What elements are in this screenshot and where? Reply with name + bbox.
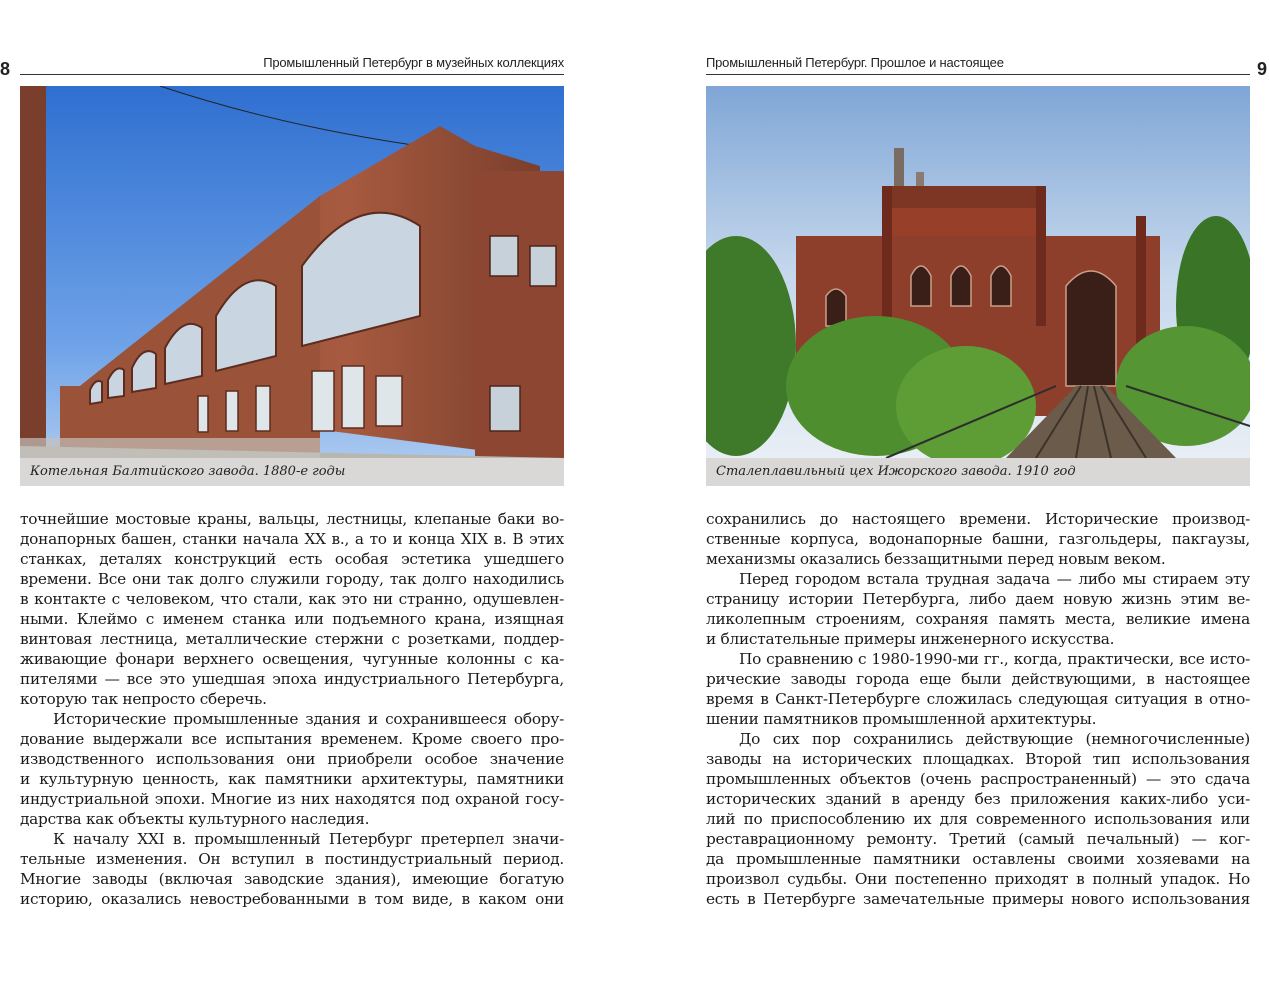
page-number: 8 <box>0 59 11 79</box>
photo-izhora-steel-shop <box>706 86 1250 458</box>
text-line: пителями — все это ушедшая эпоха индустриального Петербурга, <box>20 670 564 688</box>
text-line: механизмы оказались беззащитными перед новым веком. <box>706 550 1166 568</box>
text-line: лий по приспособлению их для современного использования или <box>706 810 1250 828</box>
text-line: произвол судьбы. Они постепенно приходят в полный упадок. Но <box>706 870 1250 888</box>
text-line: тельные изменения. Он вступил в постиндустриальный период. <box>20 850 564 868</box>
left-page <box>0 0 634 993</box>
text-line: заводы на исторических площадках. Второй тип использования <box>706 750 1250 768</box>
text-line: рические заводы города еще были действующими, в настоящее <box>706 670 1250 688</box>
text-line: дование выдержали все испытания временем. Кроме своего про- <box>20 730 564 748</box>
text-line: Перед городом встала трудная задача — либо мы стираем эту <box>739 570 1250 588</box>
page-number: 9 <box>1256 59 1267 79</box>
text-line: Исторические промышленные здания и сохранившееся обору- <box>53 710 564 728</box>
header-rule <box>706 74 1250 75</box>
text-line: точнейшие мостовые краны, вальцы, лестницы, клепаные баки во- <box>20 510 564 528</box>
body-text <box>20 509 564 909</box>
text-line: шении памятников промышленной архитектуры. <box>706 710 1097 728</box>
text-line: времени. Все они так долго служили городу, так долго находились <box>20 570 564 588</box>
photo-caption: Котельная Балтийского завода. 1880-е годы <box>20 458 564 486</box>
text-line: да промышленные памятники оставлены своими хозяевами на <box>706 850 1250 868</box>
text-line: реставрационному ремонту. Третий (самый печальный) — ког- <box>706 830 1250 848</box>
text-line: До сих пор сохранились действующие (немногочисленные) <box>739 730 1250 748</box>
text-line: и культурную ценность, как памятники архитектуры, памятники <box>20 770 564 788</box>
text-line: По сравнению с 1980-1990-ми гг., когда, практически, все исто- <box>739 650 1250 668</box>
text-line: в контакте с человеком, что стали, как это ни странно, одушевлен- <box>20 590 564 608</box>
text-line: промышленных объектов (очень распространенный) — это сдача <box>706 770 1250 788</box>
text-line: К началу XXI в. промышленный Петербург претерпел значи- <box>53 830 564 848</box>
text-line: станках, деталях конструкций есть особая эстетика ушедшего <box>20 550 564 568</box>
text-line: дарства как объекты культурного наследия. <box>20 810 370 828</box>
text-line: индустриальной эпохи. Многие из них находятся под охраной госу- <box>20 790 564 808</box>
text-line: исторических зданий в аренду без приложения каких-либо уси- <box>706 790 1250 808</box>
body-text <box>706 509 1250 909</box>
text-line: винтовая лестница, металлические стержни с розетками, поддер- <box>20 630 564 648</box>
right-page <box>634 0 1269 993</box>
text-line: Многие заводы (включая заводские здания), имеющие богатую <box>20 870 564 888</box>
text-line: ственные корпуса, водонапорные башни, газгольдеры, пакгаузы, <box>706 530 1250 548</box>
text-line: которую так непросто сберечь. <box>20 690 267 708</box>
running-head: Промышленный Петербург в музейных коллекциях <box>263 55 564 70</box>
text-line: и блистательные примеры инженерного искусства. <box>706 630 1115 648</box>
text-line: страницу истории Петербурга, либо даем новую жизнь этим ве- <box>706 590 1250 608</box>
photo-caption: Сталеплавильный цех Ижорского завода. 1910 год <box>706 458 1250 486</box>
text-line: изводственного использования они приобрели особое значение <box>20 750 564 768</box>
text-line: сохранились до настоящего времени. Исторические производ- <box>706 510 1250 528</box>
header-rule <box>20 74 564 75</box>
text-line: есть в Петербурге замечательные примеры нового использования <box>706 890 1250 908</box>
text-line: время в Санкт-Петербурге сложилась следующая ситуация в отно- <box>706 690 1250 708</box>
text-line: ными. Клеймо с именем станка или подъемного крана, изящная <box>20 610 564 628</box>
text-line: живающие фонари верхнего освещения, чугунные колонны с ка- <box>20 650 564 668</box>
photo-baltic-boiler-house <box>20 86 564 458</box>
text-line: ликолепным строениям, сохраняя память места, великие имена <box>706 610 1250 628</box>
text-line: историю, оказались невостребованными в том виде, в каком они <box>20 890 564 908</box>
text-line: донапорных башен, станки начала XX в., а то и конца XIX в. В этих <box>20 530 564 548</box>
running-head: Промышленный Петербург. Прошлое и настоящее <box>706 55 1004 70</box>
